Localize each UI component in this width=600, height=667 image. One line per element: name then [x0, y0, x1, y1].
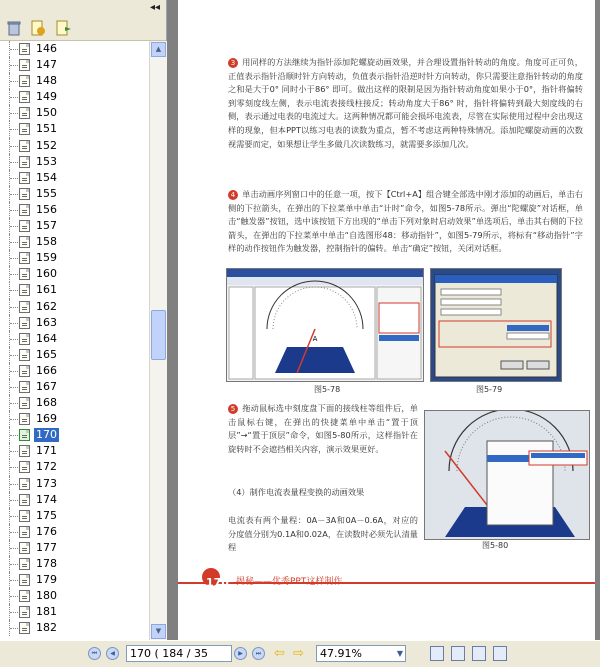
tree-connector-line [10, 81, 18, 82]
bookmark-item[interactable] [0, 202, 150, 218]
bookmark-item[interactable] [0, 105, 150, 121]
figure-5-80 [424, 410, 590, 540]
dialog-screenshot [431, 269, 561, 381]
bookmark-new-icon[interactable] [30, 20, 46, 36]
bookmark-label: 165 [36, 347, 57, 361]
bookmark-item[interactable] [0, 218, 150, 234]
bookmark-label: 168 [36, 396, 57, 410]
bookmark-item[interactable] [0, 250, 150, 266]
single-page-view-icon[interactable] [430, 646, 444, 661]
page-icon [19, 236, 30, 248]
bookmark-label: 163 [36, 315, 57, 329]
page-icon [19, 204, 30, 216]
page-icon [19, 43, 30, 55]
page-icon [19, 558, 30, 570]
bookmarks-panel [0, 0, 167, 640]
continuous-view-icon[interactable] [451, 646, 465, 661]
bookmark-item[interactable] [0, 492, 150, 508]
powerpoint-screenshot [227, 269, 423, 381]
go-forward-icon[interactable]: ⇨ [293, 646, 304, 661]
tree-connector-line [10, 435, 18, 436]
tree-connector-line [10, 226, 18, 227]
bookmark-item[interactable] [0, 138, 150, 154]
bookmark-label: 177 [36, 540, 57, 554]
page-icon [19, 220, 30, 232]
bookmark-item[interactable] [0, 121, 150, 137]
bookmark-item[interactable] [0, 459, 150, 475]
tree-connector-line [10, 339, 18, 340]
next-page-button[interactable]: ▶ [234, 647, 247, 660]
bookmark-label: 149 [36, 90, 57, 104]
footer-title: 揭秘——优秀PPT这样制作 [236, 577, 343, 587]
bookmark-item[interactable] [0, 395, 150, 411]
paragraph-text: 拖动鼠标选中刻度盘下面的接线柱等组件后，单击鼠标右键，在弹出的快捷菜单中单击“置于顶层”→“置于顶层”命令，如图5-80所示，这样指针在旋转时不会遮挡相关内容，演示效果更好。 [228, 403, 418, 454]
bookmark-label: 161 [36, 283, 57, 297]
bookmark-label: 176 [36, 524, 57, 538]
bookmark-item[interactable] [0, 234, 150, 250]
scroll-up-button[interactable]: ▲ [151, 42, 166, 57]
tree-connector-line [10, 451, 18, 452]
bookmark-label: 158 [36, 235, 57, 249]
tree-connector-line [10, 532, 18, 533]
tree-connector-line [10, 628, 18, 629]
tree-connector-line [10, 113, 18, 114]
figure-5-79 [430, 268, 562, 382]
page-icon [19, 574, 30, 586]
tree-connector-line [10, 548, 18, 549]
page-icon [19, 284, 30, 296]
first-page-button[interactable]: ⏮ [88, 647, 101, 660]
page-icon [19, 606, 30, 618]
bookmark-list [0, 41, 150, 640]
paragraph-text: 单击动画序列窗口中的任意一项，按下【Ctrl+A】组合键全部选中刚才添加的动画后，单击右侧的下拉箭头，在弹出的下拉菜单中单击“计时”命令，如图5-78所示。弹出“陀螺旋”对话框，单击“触发器”按钮，选中该按钮下方出现的“单击下列对象时启动效果”单选项后，单击其右侧的下拉箭头，在弹出的下拉菜单中单击“自选图形48：移动指针”，如图5-79所示，将标有“移动指针”字样的动作按钮作为触发器，控制指针的偏转。单击“确定”按钮，关闭对话框。 [228, 189, 583, 254]
tree-connector-line [10, 500, 18, 501]
page-icon [19, 526, 30, 538]
bookmark-item[interactable] [0, 73, 150, 89]
bookmark-label: 178 [36, 557, 57, 570]
chevron-down-icon[interactable]: ▼ [396, 649, 403, 658]
context-menu-screenshot [425, 411, 589, 539]
tree-connector-line [10, 242, 18, 243]
page-icon [19, 445, 30, 457]
bookmark-label: 148 [36, 74, 57, 88]
tree-connector-line [10, 290, 18, 291]
bookmark-item[interactable] [0, 572, 150, 588]
bookmark-label: 157 [36, 219, 57, 233]
bookmark-label: 174 [36, 492, 57, 506]
bookmark-label: 154 [36, 170, 57, 184]
tree-connector-line [10, 419, 18, 420]
bookmark-label: 156 [36, 202, 57, 216]
page-icon [19, 381, 30, 393]
previous-page-button[interactable]: ◀ [106, 647, 119, 660]
paragraph-4 [228, 188, 583, 256]
bookmark-label: 180 [36, 589, 57, 603]
bookmark-item[interactable] [0, 282, 150, 298]
paragraph-3 [228, 56, 583, 151]
page-icon [19, 365, 30, 377]
bookmark-item[interactable] [0, 604, 150, 620]
page-icon [19, 413, 30, 425]
bookmark-label: 181 [36, 605, 57, 619]
tree-connector-line [10, 162, 18, 163]
page-number: 170 [206, 576, 229, 589]
bookmark-label: 170 [36, 428, 57, 442]
page-icon [19, 301, 30, 313]
page-icon [19, 140, 30, 152]
svg-text:A: A [312, 335, 318, 343]
bookmark-label: 167 [36, 379, 57, 393]
step-number: 5 [228, 404, 238, 414]
bookmark-label: 166 [36, 363, 57, 377]
zoom-field[interactable] [316, 645, 406, 662]
bookmark-item[interactable] [0, 379, 150, 395]
page-icon [19, 172, 30, 184]
figure-5-79-caption: 图5-79 [476, 385, 503, 394]
page-icon [19, 123, 30, 135]
tree-connector-line [10, 178, 18, 179]
bookmark-label: 175 [36, 508, 57, 522]
bookmark-item[interactable] [0, 443, 150, 459]
tree-connector-line [10, 484, 18, 485]
bookmark-item[interactable] [0, 170, 150, 186]
bookmark-item[interactable] [0, 347, 150, 363]
step-number: 4 [228, 190, 238, 200]
tree-connector-line [10, 596, 18, 597]
navigation-toolbar [0, 640, 600, 667]
tree-connector-line [10, 97, 18, 98]
page-icon [19, 478, 30, 490]
current-page: 170 [130, 647, 151, 660]
bookmark-item[interactable] [0, 363, 150, 379]
bookmark-label: 172 [36, 460, 57, 474]
sidebar-scrollbar[interactable] [149, 41, 167, 640]
bookmark-label: 179 [36, 573, 57, 587]
paragraph-6: 电流表有两个量程：0A－3A和0A－0.6A，对应的分度值分别为0.1A和0.02A，在读数时必须先认清量程 [228, 515, 418, 553]
tree-connector-line [10, 65, 18, 66]
last-page-button[interactable]: ⏭ [252, 647, 265, 660]
bookmark-label: 159 [36, 251, 57, 265]
bookmark-item[interactable] [0, 540, 150, 556]
figure-5-78 [226, 268, 424, 382]
bookmark-item[interactable] [0, 508, 150, 524]
tree-connector-line [10, 323, 18, 324]
page-icon [19, 333, 30, 345]
bookmark-label: 150 [36, 106, 57, 120]
tree-connector-line [10, 355, 18, 356]
bookmark-label: 146 [36, 42, 57, 55]
bookmark-item[interactable] [0, 41, 150, 57]
bookmark-label: 153 [36, 154, 57, 168]
figure-5-80-caption: 图5-80 [482, 541, 509, 550]
bookmark-label: 182 [36, 621, 57, 635]
tree-connector-line [10, 387, 18, 388]
tree-connector-line [10, 371, 18, 372]
bookmark-label: 173 [36, 476, 57, 490]
tree-connector-line [10, 194, 18, 195]
bookmark-item[interactable] [0, 427, 150, 443]
go-back-icon[interactable]: ⇦ [274, 646, 285, 661]
bookmark-item[interactable] [0, 154, 150, 170]
bookmark-label: 164 [36, 331, 57, 345]
page-count: ( 184 / 35 [154, 647, 208, 660]
bookmark-expand-icon[interactable] [56, 20, 72, 36]
scroll-down-button[interactable]: ▼ [151, 624, 166, 639]
page-icon [19, 188, 30, 200]
tree-connector-line [10, 612, 18, 613]
bookmark-label: 162 [36, 299, 57, 313]
bookmark-label: 160 [36, 267, 57, 281]
tree-connector-line [10, 210, 18, 211]
bookmark-item[interactable] [0, 476, 150, 492]
tree-connector-line [10, 129, 18, 130]
bookmark-label: 147 [36, 58, 57, 72]
figure-5-78-caption: 图5-78 [314, 385, 341, 394]
bookmark-item[interactable] [0, 556, 150, 572]
tree-connector-line [10, 467, 18, 468]
page-icon [19, 268, 30, 280]
continuous-facing-view-icon[interactable] [493, 646, 507, 661]
paragraph-5 [228, 402, 418, 456]
bookmark-label: 169 [36, 412, 57, 426]
trash-icon[interactable] [6, 20, 22, 36]
tree-connector-line [10, 307, 18, 308]
page-icon [19, 622, 30, 634]
page-icon [19, 91, 30, 103]
bookmark-label: 155 [36, 186, 57, 200]
bookmark-item[interactable] [0, 524, 150, 540]
zoom-value: 47.91% [320, 647, 362, 660]
tree-connector-line [10, 580, 18, 581]
bookmark-item[interactable] [0, 331, 150, 347]
bookmark-item[interactable] [0, 588, 150, 604]
tree-connector-line [10, 516, 18, 517]
page-icon [19, 590, 30, 602]
step-number: 3 [228, 58, 238, 68]
bookmark-item[interactable] [0, 266, 150, 282]
page-icon [19, 349, 30, 361]
bookmarks-toolbar [0, 0, 166, 41]
bookmark-item[interactable] [0, 620, 150, 636]
tree-connector-line [10, 258, 18, 259]
tree-connector-line [10, 564, 18, 565]
section-heading: （4）制作电流表量程变换的动画效果 [228, 487, 365, 497]
paragraph-text: 用同样的方法继续为指针添加陀螺旋动画效果，并合理设置指针转动的角度。角度可正可负，正值表示指针沿顺时针方向转动，负值表示指针沿逆时针方向转动，你只需要注意指针转动的角度之和是大于0° 同时小于86° 即可。做出这样的限制是因为指针转动角度如果小于0°，指针将偏转到零刻度线左侧，表示电流表接线柱接反；转动角度大于86° 时，指针将偏转到最大刻度线的右侧，表示通过电表的电流过大。这两种情况都可能会损坏电流表，尽管在实际使用过程中会出现这样的现象，但本PPT以练习电表的读数为重点，暂不考虑这两种特殊情况。添加陀螺旋动画的次数视需要而定，如果想让学生多做几次读数练习，就需要多添加几次。 [228, 57, 583, 149]
bookmark-item[interactable] [0, 299, 150, 315]
page-icon [19, 494, 30, 506]
tree-connector-line [10, 403, 18, 404]
bookmark-item[interactable] [0, 186, 150, 202]
collapse-panel-icon[interactable]: ◂◂ [149, 2, 160, 13]
page-icon [19, 429, 30, 441]
bookmark-item[interactable] [0, 89, 150, 105]
tree-connector-line [10, 146, 18, 147]
page-icon [19, 397, 30, 409]
page-icon [19, 542, 30, 554]
facing-view-icon[interactable] [472, 646, 486, 661]
page-icon [19, 461, 30, 473]
page-icon [19, 510, 30, 522]
document-view [167, 0, 600, 640]
page-icon [19, 317, 30, 329]
page-icon [19, 59, 30, 71]
bookmark-label: 151 [36, 122, 57, 136]
bookmark-item[interactable] [0, 57, 150, 73]
bookmark-item[interactable] [0, 315, 150, 331]
scroll-thumb[interactable] [151, 310, 166, 360]
bookmark-label: 152 [36, 138, 57, 152]
bookmark-item[interactable] [0, 411, 150, 427]
page-number-field[interactable] [126, 645, 232, 662]
tree-connector-line [10, 49, 18, 50]
page-icon [19, 75, 30, 87]
bookmark-label: 171 [36, 444, 57, 458]
pdf-page [178, 0, 595, 640]
page-icon [19, 156, 30, 168]
page-icon [19, 107, 30, 119]
tree-connector-line [10, 274, 18, 275]
page-icon [19, 252, 30, 264]
